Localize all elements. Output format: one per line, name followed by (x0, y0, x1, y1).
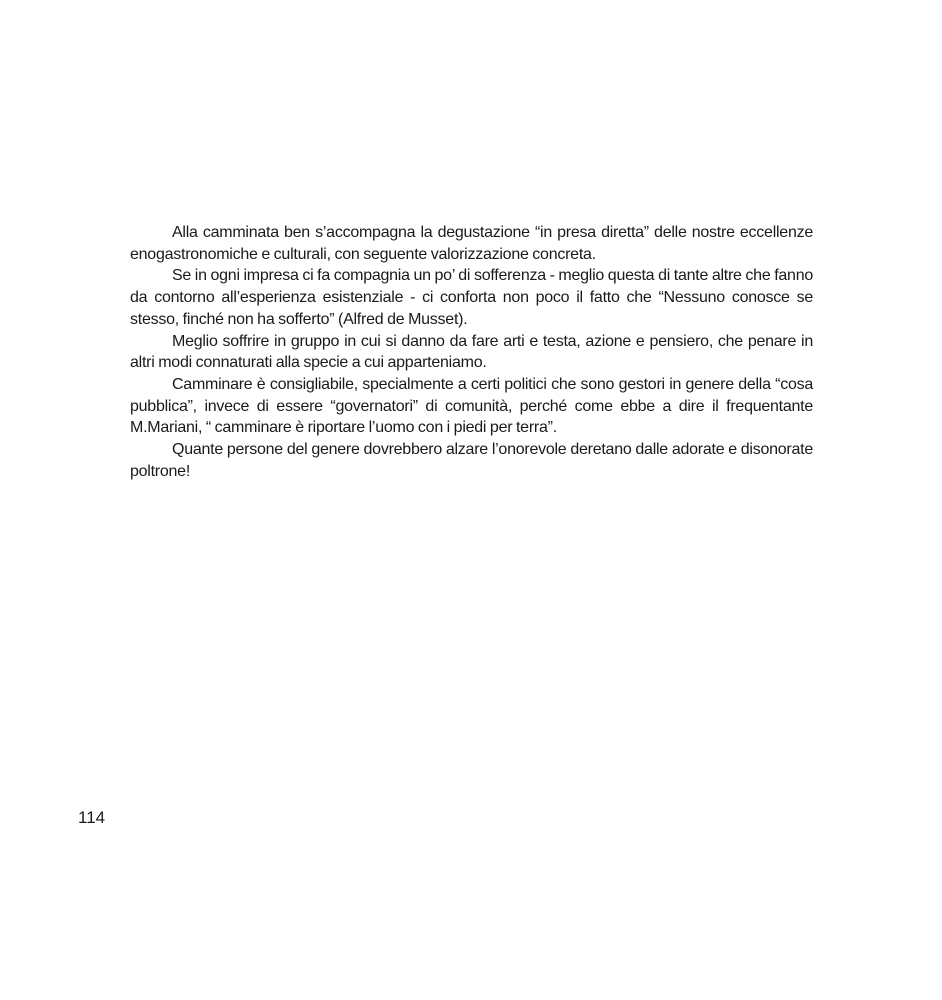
paragraph-4: Camminare è consigliabile, specialmente a certi politici che sono gestori in genere della “cosa pubblica”, invece di essere “governatori” di comunità, perché come ebbe a dire il frequentante M.Mariani, “ camminare è riportare l’uomo con i piedi per terra”. (130, 375, 813, 437)
paragraph-5: Quante persone del genere dovrebbero alzare l’onorevole deretano dalle adorate e disonorate poltrone! (130, 441, 813, 480)
page-number: 114 (78, 808, 106, 827)
paragraph-3: Meglio soffrire in gruppo in cui si danno da fare arti e testa, azione e pensiero, che penare in altri modi connaturati alla specie a cui apparteniamo. (130, 332, 813, 372)
paragraph-1: Alla camminata ben s’accompagna la degustazione “in presa diretta” delle nostre eccellenze enogastronomiche e culturali, con seguente valorizzazione concreta. (130, 224, 813, 263)
body-text (130, 222, 813, 482)
paragraph-2: Se in ogni impresa ci fa compagnia un po’ di sofferenza - meglio questa di tante altre che fanno da contorno all’esperienza esistenziale - ci conforta non poco il fatto che “Nessuno conosce se stesso, finché non ha sofferto” (Alfred de Musset). (130, 267, 813, 328)
